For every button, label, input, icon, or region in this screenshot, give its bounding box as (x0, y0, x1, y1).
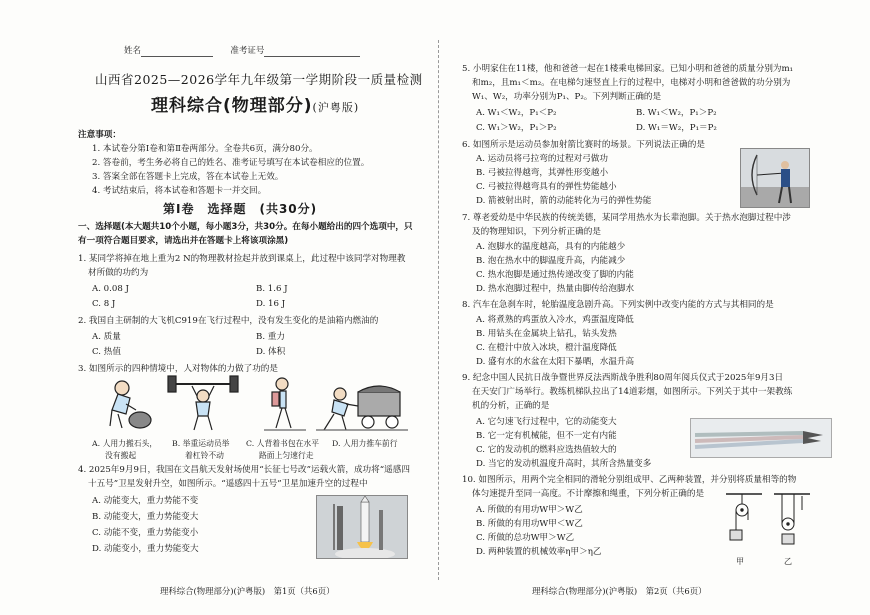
subject-name: 理科综合(物理部分) (151, 96, 313, 116)
q10-stem: 10. 如图所示，用两个完全相同的滑轮分别组成甲、乙两种装置，并分别将质量相等的物 (462, 475, 797, 485)
q2-stem: 2. 我国自主研制的大飞机C919在飞行过程中，没有发生变化的是油箱内燃油的 (78, 316, 379, 326)
q10-option-a[interactable]: A. 所做的有用功W甲＞W乙 (476, 505, 583, 515)
pulley-label-yi: 乙 (784, 557, 792, 566)
q1-option-d[interactable]: D. 16 J (256, 299, 286, 309)
q3-caption-c2: 路面上匀速行走 (259, 451, 314, 460)
pulley-label-jia: 甲 (736, 557, 744, 566)
q3-figures (96, 374, 416, 436)
q5-option-c[interactable]: C. W₁＞W₂，P₁＞P₂ (476, 123, 557, 133)
name-blank[interactable] (141, 47, 213, 57)
exam-title: 山西省2025—2026学年九年级第一学期阶段一质量检测 (95, 72, 423, 87)
q10-option-d[interactable]: D. 两种装置的机械效率η甲＞η乙 (476, 547, 602, 557)
q6-stem: 6. 如图所示是运动员参加射箭比赛时的场景。下列说法正确的是 (462, 140, 705, 150)
q4-option-b[interactable]: B. 动能变大，重力势能变大 (92, 512, 199, 522)
q3-caption-d[interactable]: D. 人用力推车前行 (332, 439, 398, 448)
q4-option-c[interactable]: C. 动能不变，重力势能变小 (92, 528, 199, 538)
q5-option-d[interactable]: D. W₁＝W₂，P₁＝P₂ (636, 123, 717, 133)
note-item: 1. 本试卷分第Ⅰ卷和第Ⅱ卷两部分。全卷共6页，满分80分。 (92, 144, 318, 154)
q2-option-b[interactable]: B. 重力 (256, 332, 285, 342)
edition: (沪粤版) (312, 101, 360, 114)
q9-option-d[interactable]: D. 当它的发动机温度升高时，其所含热量变多 (476, 459, 652, 469)
q1-stem: 材所做的功约为 (88, 268, 149, 278)
q3-caption-a2: 没有搬起 (105, 451, 137, 460)
part1-title: 第Ⅰ卷 选择题 (共30分) (163, 202, 318, 216)
q1-option-c[interactable]: C. 8 J (92, 299, 116, 309)
q1-option-b[interactable]: B. 1.6 J (256, 284, 288, 294)
q2-option-d[interactable]: D. 体积 (256, 347, 286, 357)
q3-caption-c[interactable]: C. 人背着书包在水平 (246, 439, 320, 448)
footer-page-1: 理科综合(物理部分)(沪粤版) 第1页（共6页） (160, 586, 335, 596)
subject-title (151, 96, 360, 116)
q7-option-c[interactable]: C. 热水泡脚是通过热传递改变了脚的内能 (476, 270, 634, 280)
q8-option-d[interactable]: D. 盛有水的水盆在太阳下暴晒，水温升高 (476, 357, 635, 367)
aerobatic-jets-photo (690, 418, 832, 458)
name-label: 姓名 (124, 46, 142, 56)
pulley-diagrams (722, 490, 814, 560)
q9-option-c[interactable]: C. 它的发动机的燃料应选热值较大的 (476, 445, 617, 455)
q7-stem: 7. 尊老爱幼是中华民族的传统美德，某同学用热水为长辈泡脚。关于热水泡脚过程中涉 (462, 213, 791, 223)
figure-d-pushing-cart (316, 386, 408, 430)
pulley-yi-icon (774, 494, 810, 544)
figure-b-weightlifter (168, 376, 238, 430)
q9-stem: 在天安门广场举行。教练机梯队拉出了14道彩烟，如图所示。下列关于其中一架教练 (472, 387, 793, 397)
note-item: 3. 答案全部在答题卡上完成，答在本试卷上无效。 (92, 172, 284, 182)
q1-stem: 1. 某同学将掉在地上重为2 N的物理教材捡起并放到课桌上，此过程中该同学对物理教 (78, 254, 406, 264)
page-divider (438, 40, 439, 580)
footer-page-2: 理科综合(物理部分)(沪粤版) 第2页（共6页） (532, 586, 707, 596)
q9-stem: 9. 纪念中国人民抗日战争暨世界反法西斯战争胜利80周年阅兵仪式于2025年9月3日 (462, 373, 784, 383)
q4-stem: 十五号”卫星发射升空，如图所示。“遥感四十五号”卫星加速升空的过程中 (88, 479, 368, 489)
q9-stem: 机的分析，正确的是 (472, 401, 550, 411)
q10-option-c[interactable]: C. 所做的总功W甲＞W乙 (476, 533, 575, 543)
jet-smoke-icon (691, 419, 831, 457)
q7-option-b[interactable]: B. 泡在热水中的脚温度升高，内能减少 (476, 256, 626, 266)
q2-option-a[interactable]: A. 质量 (92, 332, 121, 342)
rocket-launch-photo (316, 495, 408, 559)
rocket-icon (317, 496, 407, 558)
q10-option-b[interactable]: B. 所做的有用功W甲＜W乙 (476, 519, 583, 529)
q8-option-c[interactable]: C. 在橙汁中放入冰块，橙汁温度降低 (476, 343, 617, 353)
figure-c-walking-backpack (264, 378, 306, 430)
q9-option-b[interactable]: B. 它一定有机械能，但不一定有内能 (476, 431, 617, 441)
q5-stem: W₁、W₂，功率分别为P₁、P₂。下列判断正确的是 (472, 92, 662, 102)
figure-a-lifting-rock (110, 381, 151, 428)
q1-option-a[interactable]: A. 0.08 J (92, 284, 129, 294)
q7-option-a[interactable]: A. 泡脚水的温度越高，具有的内能越少 (476, 242, 626, 252)
q7-option-d[interactable]: D. 热水泡脚过程中，热量由脚传给泡脚水 (476, 284, 635, 294)
q5-stem: 和m₂，且m₁＜m₂。在电梯匀速竖直上行的过程中，电梯对小明和爸爸做的功分别为 (472, 78, 791, 88)
q3-stem: 3. 如图所示的四种情境中，人对物体的力做了功的是 (78, 364, 278, 374)
notes-heading: 注意事项： (78, 130, 121, 140)
q8-stem: 8. 汽车在急刹车时，轮胎温度急剧升高。下列实例中改变内能的方式与其相同的是 (462, 300, 774, 310)
q8-option-a[interactable]: A. 将煮熟的鸡蛋放入冷水，鸡蛋温度降低 (476, 315, 634, 325)
q4-option-a[interactable]: A. 动能变大，重力势能不变 (92, 496, 199, 506)
q3-caption-b[interactable]: B. 举重运动员举 (172, 439, 230, 448)
q2-option-c[interactable]: C. 热值 (92, 347, 121, 357)
right-page (440, 0, 870, 615)
q10-stem: 体匀速提升至同一高度。不计摩擦和绳重，下列分析正确的是 (472, 489, 705, 499)
q7-stem: 及的物理知识，下列分析正确的是 (472, 227, 601, 237)
q9-option-a[interactable]: A. 它匀速飞行过程中，它的动能变大 (476, 417, 617, 427)
q6-option-c[interactable]: C. 弓被拉得越弯具有的弹性势能越小 (476, 182, 617, 192)
instruction-line: 有一项符合题目要求，请选出并在答题卡上将该项涂黑) (78, 236, 289, 246)
q3-caption-a[interactable]: A. 人用力搬石头， (92, 439, 158, 448)
instruction-line: 一、选择题(本大题共10个小题，每小题3分，共30分。在每小题给出的四个选项中，只 (78, 222, 413, 232)
name-row (124, 46, 360, 57)
archery-photo (740, 148, 810, 208)
q5-option-a[interactable]: A. W₁＜W₂，P₁＜P₂ (476, 108, 557, 118)
q8-option-b[interactable]: B. 用钻头在金属块上钻孔，钻头发热 (476, 329, 617, 339)
q6-option-a[interactable]: A. 运动员将弓拉弯的过程对弓做功 (476, 154, 608, 164)
q4-stem: 4. 2025年9月9日，我国在文昌航天发射场使用“长征七号改”运载火箭，成功将“遥感四 (78, 465, 410, 475)
note-item: 2. 答卷前，考生务必将自己的姓名、准考证号填写在本试卷相应的位置。 (92, 158, 370, 168)
exam-no-label: 准考证号 (230, 46, 265, 56)
q6-option-b[interactable]: B. 弓被拉得越弯，其弹性形变越小 (476, 168, 609, 178)
q5-option-b[interactable]: B. W₁＜W₂，P₁＞P₂ (636, 108, 717, 118)
exam-no-blank[interactable] (264, 47, 360, 57)
q5-stem: 5. 小明家住在11楼，他和爸爸一起在1楼乘电梯回家。已知小明和爸爸的质量分别为m₁ (462, 64, 794, 74)
archer-icon (741, 149, 809, 207)
q3-caption-b2: 着杠铃不动 (185, 451, 224, 460)
note-item: 4. 考试结束后，将本试卷和答题卡一并交回。 (92, 186, 267, 196)
q6-option-d[interactable]: D. 箭被射出时，箭的动能转化为弓的弹性势能 (476, 196, 652, 206)
pulley-jia-icon (726, 494, 762, 540)
q4-option-d[interactable]: D. 动能变小，重力势能变大 (92, 544, 199, 554)
